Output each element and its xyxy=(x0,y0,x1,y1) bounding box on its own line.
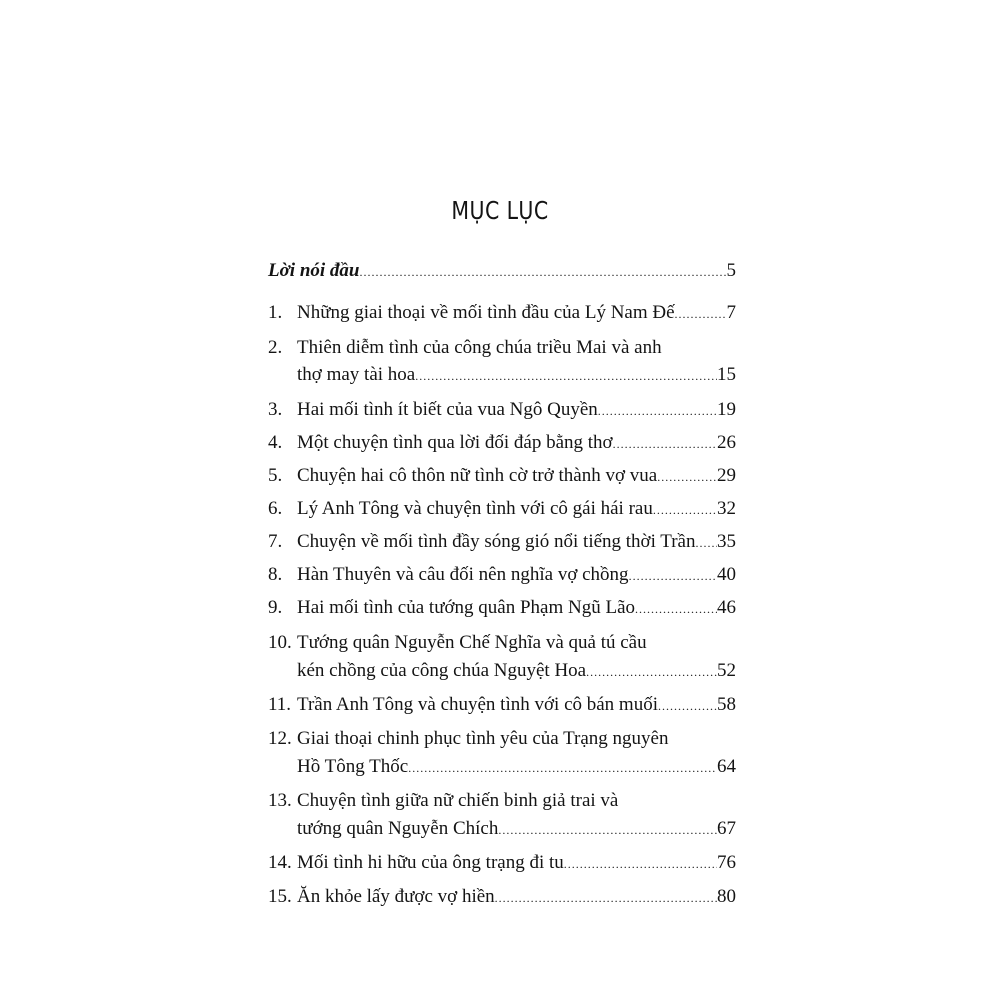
toc-entry-title: Chuyện tình giữa nữ chiến binh giả trai và xyxy=(297,790,619,811)
toc-page-number: 19 xyxy=(717,399,736,420)
dot-leader xyxy=(696,530,718,556)
toc-entry-3 xyxy=(268,397,736,423)
dot-leader xyxy=(653,497,717,523)
dot-leader xyxy=(495,885,717,911)
toc-entry-7 xyxy=(268,529,736,555)
toc-page-number: 67 xyxy=(717,818,736,839)
toc-entry-number: 7. xyxy=(268,531,283,552)
toc-entry-title: Hai mối tình ít biết của vua Ngô Quyền xyxy=(297,399,598,420)
toc-entry-number: 8. xyxy=(268,564,283,585)
toc-entry-2 xyxy=(268,335,736,361)
dot-leader xyxy=(564,851,717,877)
toc-entry-number: 13. xyxy=(268,790,292,811)
toc-page-number: 7 xyxy=(726,302,736,323)
toc-entry-number: 12. xyxy=(268,728,292,749)
toc-page-number: 26 xyxy=(717,432,736,453)
toc-entry-number: 9. xyxy=(268,597,283,618)
toc-entry-title-continued: tướng quân Nguyễn Chích xyxy=(297,818,499,839)
dot-leader xyxy=(598,398,717,424)
toc-entry-number: 11. xyxy=(268,694,292,715)
toc-entry-title-continued: kén chồng của công chúa Nguyệt Hoa xyxy=(297,660,587,681)
toc-page-number: 52 xyxy=(717,660,736,681)
toc-entry-title: Hai mối tình của tướng quân Phạm Ngũ Lão xyxy=(297,597,636,618)
toc-entry-4 xyxy=(268,430,736,456)
dot-leader xyxy=(415,363,717,389)
toc-entry-number: 1. xyxy=(268,302,283,323)
toc-entry-number: 2. xyxy=(268,337,283,358)
dot-leader xyxy=(657,464,717,490)
dot-leader xyxy=(408,755,717,781)
toc-entry-title: Hàn Thuyên và câu đối nên nghĩa vợ chồng xyxy=(297,564,629,585)
toc-entry-1 xyxy=(268,300,736,326)
dot-leader xyxy=(498,817,717,843)
toc-page-number: 32 xyxy=(717,498,736,519)
toc-entry-title-continued: thợ may tài hoa xyxy=(297,364,416,385)
toc-page-number: 58 xyxy=(717,694,736,715)
dot-leader xyxy=(658,693,717,719)
toc-entry-11 xyxy=(268,692,736,718)
toc-entry-number: 10. xyxy=(268,632,292,653)
toc-entry-12 xyxy=(268,726,736,752)
toc-entry-number: 5. xyxy=(268,465,283,486)
toc-entry-title: Tướng quân Nguyễn Chế Nghĩa và quả tú cầu xyxy=(297,632,647,653)
page-title: MỤC LỤC xyxy=(451,196,549,225)
toc-entry-number: 4. xyxy=(268,432,283,453)
toc-entry-10-continuation xyxy=(268,658,736,684)
toc-entry-8 xyxy=(268,562,736,588)
toc-page-number: 15 xyxy=(717,364,736,385)
toc-entry-number: 6. xyxy=(268,498,283,519)
dot-leader xyxy=(613,431,717,457)
toc-page-number: 64 xyxy=(717,756,736,777)
toc-entry-12-continuation xyxy=(268,754,736,780)
toc-entry-9 xyxy=(268,595,736,621)
toc-entry-intro xyxy=(268,258,736,284)
toc-entry-title: Chuyện về mối tình đầy sóng gió nổi tiếng thời Trần xyxy=(297,531,696,552)
toc-entry-5 xyxy=(268,463,736,489)
toc-entry-2-continuation xyxy=(268,362,736,388)
toc-entry-number: 15. xyxy=(268,886,292,907)
dot-leader xyxy=(629,563,717,589)
toc-entry-title: Những giai thoại về mối tình đầu của Lý Nam Đế xyxy=(297,302,675,323)
toc-page-number: 29 xyxy=(717,465,736,486)
toc-page-number: 80 xyxy=(717,886,736,907)
toc-entry-13 xyxy=(268,788,736,814)
toc-page-number: 76 xyxy=(717,852,736,873)
toc-entry-13-continuation xyxy=(268,816,736,842)
toc-entry-title: Một chuyện tình qua lời đối đáp bằng thơ xyxy=(297,432,613,453)
toc-entry-title: Ăn khỏe lấy được vợ hiền xyxy=(297,886,495,907)
toc-entry-title: Lời nói đầu xyxy=(268,260,360,281)
toc-page-number: 5 xyxy=(726,260,736,281)
toc-page-number: 35 xyxy=(717,531,736,552)
dot-leader xyxy=(635,596,717,622)
toc-page-number: 40 xyxy=(717,564,736,585)
toc-entry-title: Trần Anh Tông và chuyện tình với cô bán muối xyxy=(297,694,658,715)
toc-page-number: 46 xyxy=(717,597,736,618)
dot-leader xyxy=(586,659,717,685)
toc-entry-number: 3. xyxy=(268,399,283,420)
toc-entry-title: Lý Anh Tông và chuyện tình với cô gái hái rau xyxy=(297,498,653,519)
toc-entry-title: Mối tình hi hữu của ông trạng đi tu xyxy=(297,852,564,873)
toc-entry-title: Chuyện hai cô thôn nữ tình cờ trở thành vợ vua xyxy=(297,465,658,486)
toc-entry-title: Thiên diễm tình của công chúa triều Mai và anh xyxy=(297,337,662,358)
toc-entry-15 xyxy=(268,884,736,910)
dot-leader xyxy=(675,301,727,327)
toc-entry-number: 14. xyxy=(268,852,292,873)
dot-leader xyxy=(360,259,727,285)
toc-entry-14 xyxy=(268,850,736,876)
toc-entry-title: Giai thoại chinh phục tình yêu của Trạng nguyên xyxy=(297,728,669,749)
toc-entry-10 xyxy=(268,630,736,656)
toc-entry-6 xyxy=(268,496,736,522)
toc-entry-title-continued: Hồ Tông Thốc xyxy=(297,756,409,777)
